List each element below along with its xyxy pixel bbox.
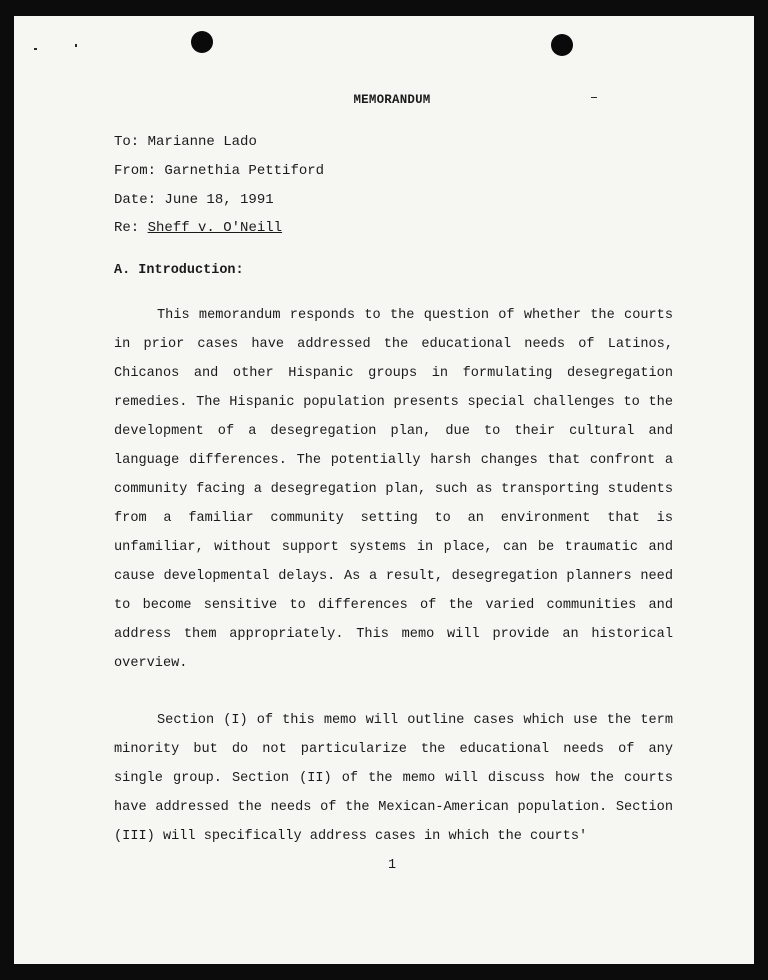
re-label: Re:: [114, 220, 140, 236]
scan-speck: [75, 44, 77, 47]
re-line: [114, 220, 282, 236]
punch-hole-right: [551, 34, 573, 56]
scan-speck: [34, 48, 37, 50]
date-line: [114, 192, 274, 208]
from-label: From:: [114, 163, 157, 179]
date-value: June 18, 1991: [164, 192, 274, 208]
page-number: 1: [387, 858, 397, 873]
paragraph-outline: Section (I) of this memo will outline cases which use the term minority but do not particularize the educational needs of any single group. Section (II) of the memo will discuss how the courts have addressed the needs of the Mexican-American population. Section (III) will specifically address cases in which the courts': [114, 713, 673, 844]
document-page: [14, 16, 754, 964]
from-value: Garnethia Pettiford: [164, 163, 325, 179]
punch-hole-left: [191, 31, 213, 53]
to-label: To:: [114, 134, 140, 150]
from-line: [114, 163, 324, 179]
re-value: Sheff v. O'Neill: [147, 220, 283, 236]
to-line: [114, 134, 257, 150]
memo-heading: MEMORANDUM: [353, 93, 431, 107]
date-label: Date:: [114, 192, 157, 208]
paragraph-intro: This memorandum responds to the question of whether the courts in prior cases have addressed the educational needs of Latinos, Chicanos and other Hispanic groups in formulating desegregation remedies. The Hispanic population presents special challenges to the development of a desegregation plan, due to their cultural and language differences. The potentially harsh changes that confront a community facing a desegregation plan, such as transporting students from a familiar community setting to an environment that is unfamiliar, without support systems in place, can be traumatic and cause developmental delays. As a result, desegregation planners need to become sensitive to differences of the varied communities and address them appropriately. This memo will provide an historical overview.: [114, 308, 673, 671]
to-value: Marianne Lado: [147, 134, 257, 150]
section-title: A. Introduction:: [114, 263, 244, 278]
